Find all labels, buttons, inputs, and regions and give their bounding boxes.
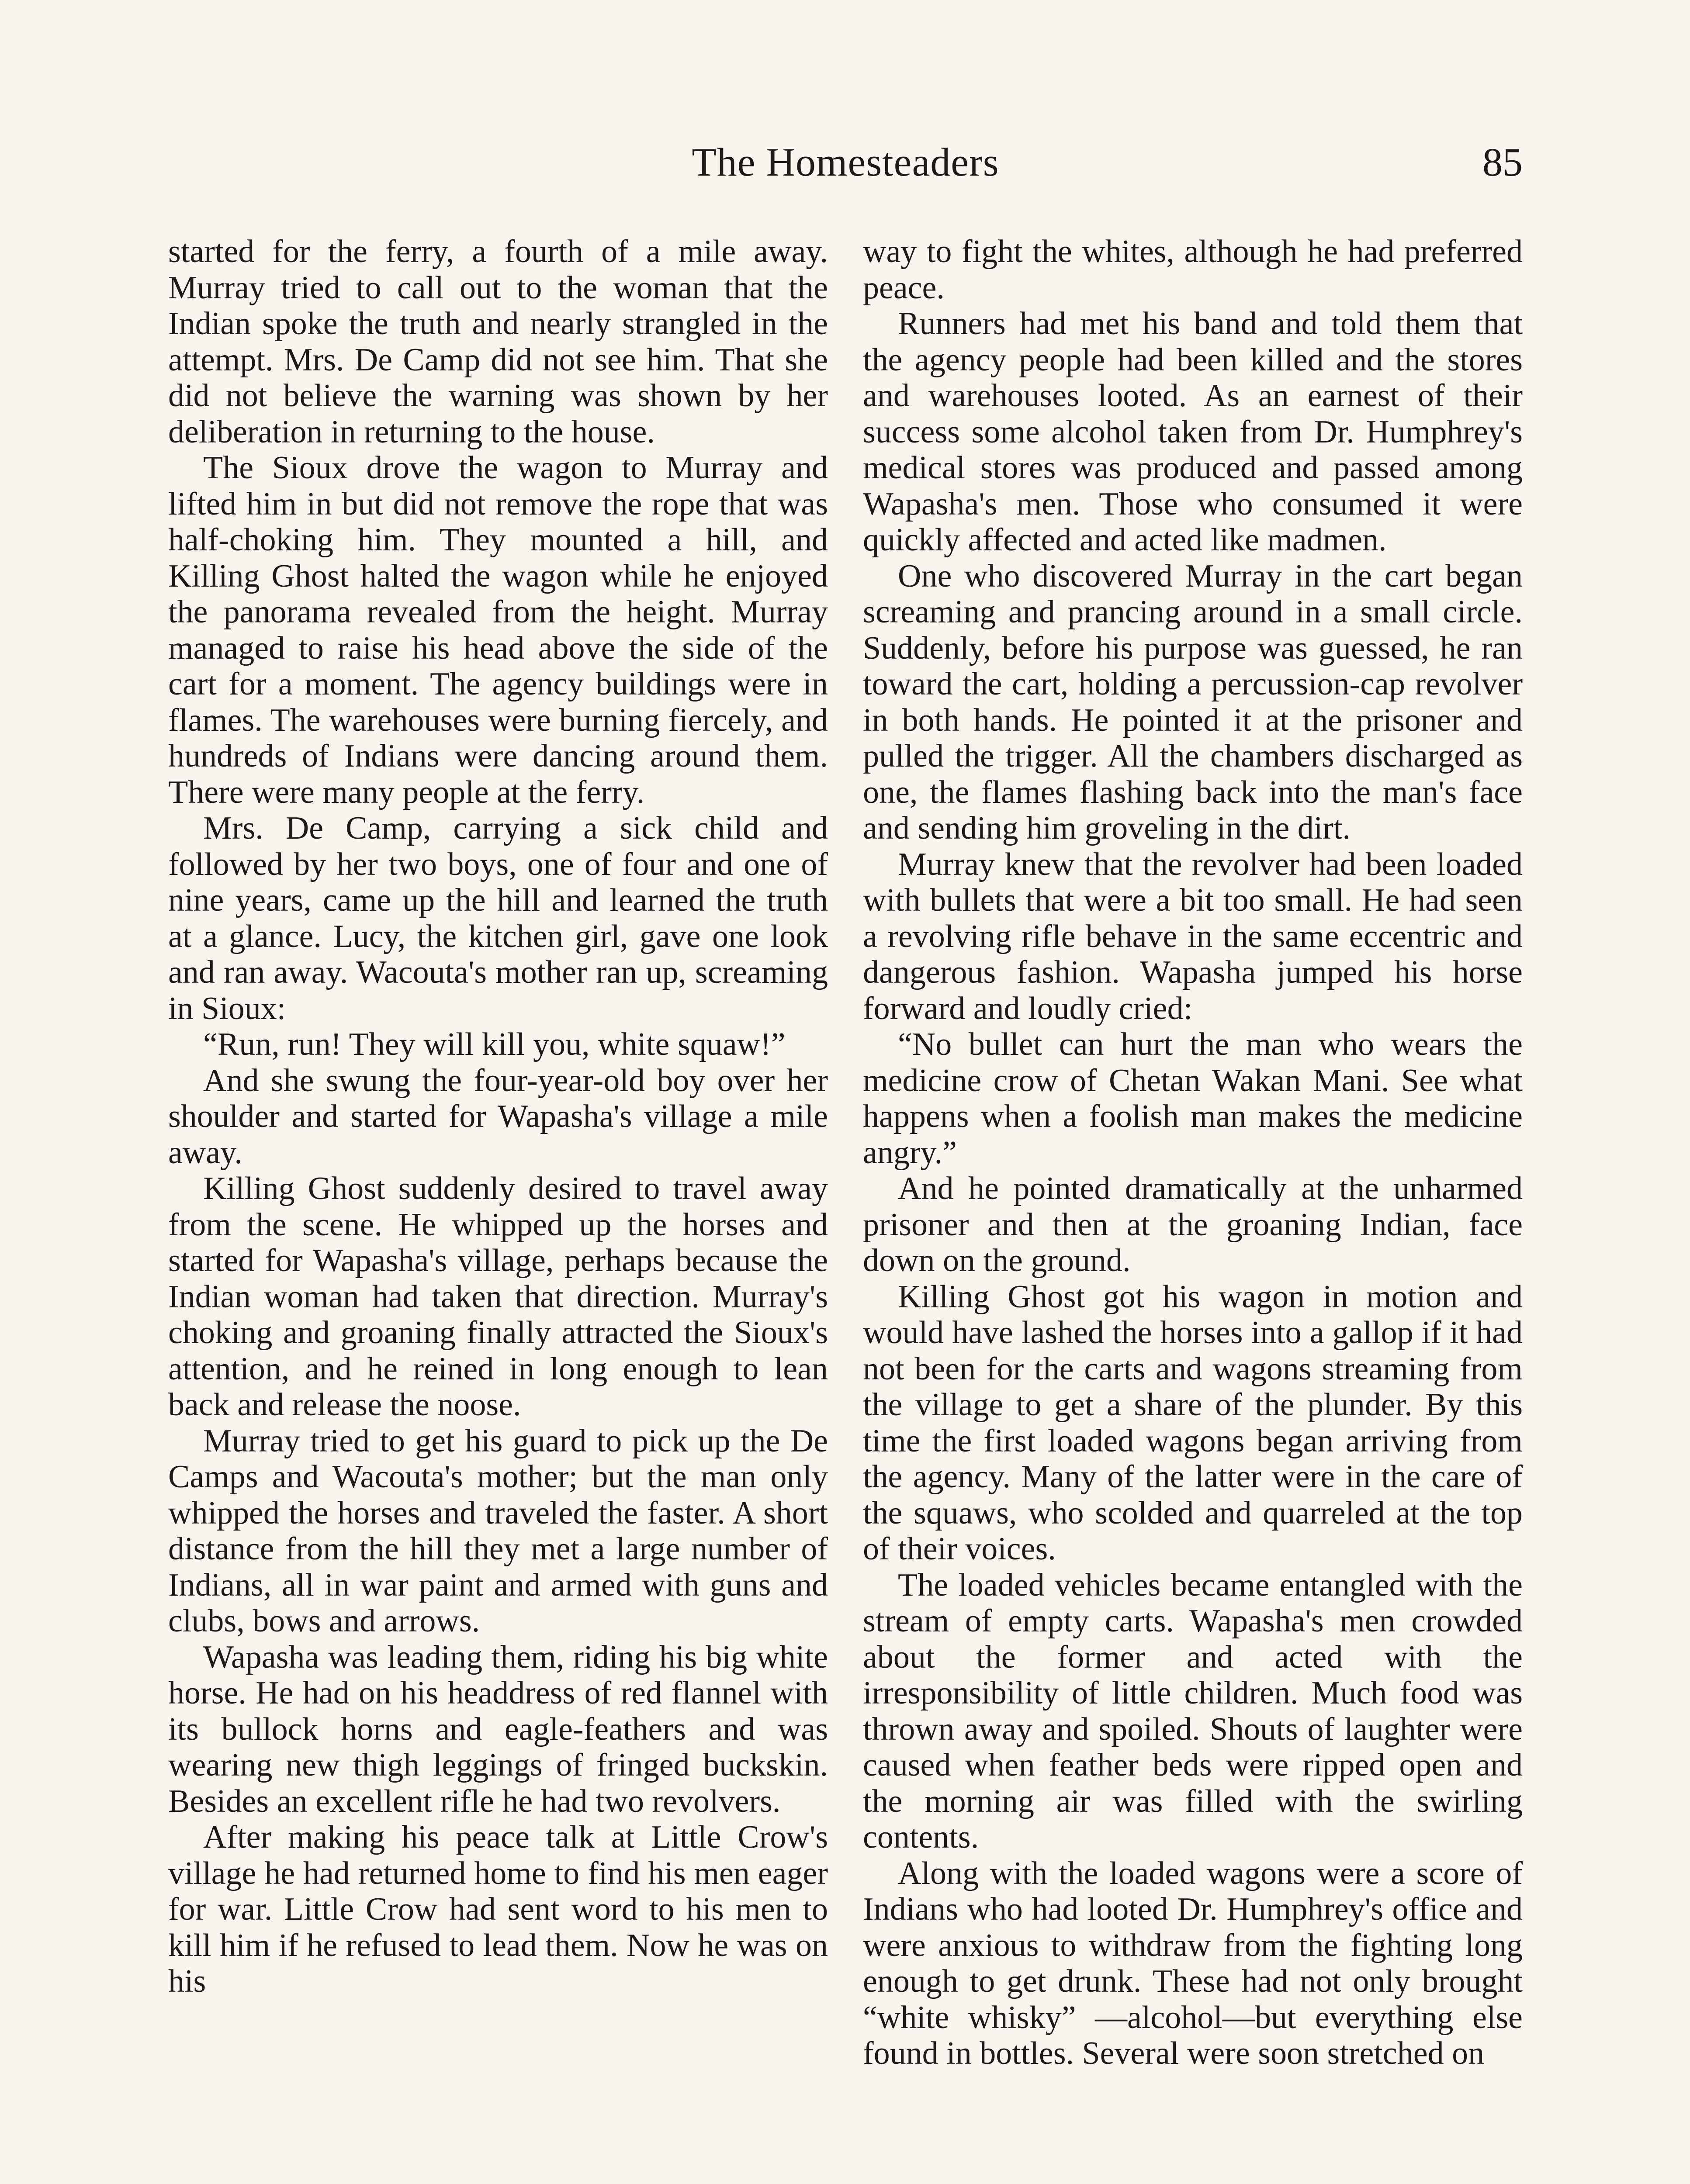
paragraph: Along with the loaded wagons were a score of Indians who had looted Dr. Humphrey's office and were anxious to withdraw from the fighting long enough to get drunk. These had not only brought “white whisky” —alcohol—but everything else found in bottles. Several were soon stretched on [863, 1855, 1523, 2071]
text-columns [168, 234, 1523, 2184]
paragraph: Murray knew that the revolver had been loaded with bullets that were a bit too small. He had seen a revolving rifle behave in the same eccentric and dangerous fashion. Wapasha jumped his horse forward and loudly cried: [863, 846, 1523, 1026]
left-column [168, 234, 828, 2184]
paragraph: Mrs. De Camp, carrying a sick child and followed by her two boys, one of four and one of nine years, came up the hill and learned the truth at a glance. Lucy, the kitchen girl, gave one look and ran away. Wacouta's mother ran up, screaming in Sioux: [168, 810, 828, 1026]
right-column [863, 234, 1523, 2184]
paragraph: After making his peace talk at Little Crow's village he had returned home to find his men eager for war. Little Crow had sent word to his men to kill him if he refused to lead them. Now he was on his [168, 1819, 828, 1999]
page-header [168, 139, 1523, 200]
paragraph: Killing Ghost got his wagon in motion and would have lashed the horses into a gallop if it had not been for the carts and wagons streaming from the village to get a share of the plunder. By this time the first loaded wagons began arriving from the agency. Many of the latter were in the care of the squaws, who scolded and quarreled at the top of their voices. [863, 1279, 1523, 1567]
paragraph: started for the ferry, a fourth of a mile away. Murray tried to call out to the woman that the Indian spoke the truth and nearly strangled in the attempt. Mrs. De Camp did not see him. That she did not believe the warning was shown by her deliberation in returning to the house. [168, 234, 828, 450]
paragraph: The loaded vehicles became entangled with the stream of empty carts. Wapasha's men crowded about the former and acted with the irresponsibility of little children. Much food was thrown away and spoiled. Shouts of laughter were caused when feather beds were ripped open and the morning air was filled with the swirling contents. [863, 1567, 1523, 1855]
paragraph: way to fight the whites, although he had preferred peace. [863, 234, 1523, 306]
paragraph: Killing Ghost suddenly desired to travel away from the scene. He whipped up the horses and started for Wapasha's village, perhaps because the Indian woman had taken that direction. Murray's choking and groaning finally attracted the Sioux's attention, and he reined in long enough to lean back and release the noose. [168, 1171, 828, 1423]
paragraph: One who discovered Murray in the cart began screaming and prancing around in a small circle. Suddenly, before his purpose was guessed, he ran toward the cart, holding a percussion-cap revolver in both hands. He pointed it at the prisoner and pulled the trigger. All the chambers discharged as one, the flames flashing back into the man's face and sending him groveling in the dirt. [863, 558, 1523, 846]
paragraph: Wapasha was leading them, riding his big white horse. He had on his headdress of red flannel with its bullock horns and eagle-feathers and was wearing new thigh leggings of fringed buckskin. Besides an excellent rifle he had two revolvers. [168, 1639, 828, 1819]
paragraph: “Run, run! They will kill you, white squaw!” [203, 1026, 786, 1062]
paragraph: Runners had met his band and told them that the agency people had been killed and the stores and warehouses looted. As an earnest of their success some alcohol taken from Dr. Humphrey's medical stores was produced and passed among Wapasha's men. Those who consumed it were quickly affected and acted like madmen. [863, 306, 1523, 558]
paragraph: The Sioux drove the wagon to Murray and lifted him in but did not remove the rope that was half-choking him. They mounted a hill, and Killing Ghost halted the wagon while he enjoyed the panorama revealed from the height. Murray managed to raise his head above the side of the cart for a moment. The agency buildings were in flames. The warehouses were burning fiercely, and hundreds of Indians were dancing around them. There were many people at the ferry. [168, 450, 828, 810]
page-number: 85 [1482, 140, 1523, 184]
running-title: The Homesteaders [692, 140, 999, 184]
paragraph: Murray tried to get his guard to pick up the De Camps and Wacouta's mother; but the man only whipped the horses and traveled the faster. A short distance from the hill they met a large number of Indians, all in war paint and armed with guns and clubs, bows and arrows. [168, 1423, 828, 1639]
paragraph: “No bullet can hurt the man who wears the medicine crow of Chetan Wakan Mani. See what happens when a foolish man makes the medicine angry.” [863, 1026, 1523, 1171]
paragraph: And he pointed dramatically at the unharmed prisoner and then at the groaning Indian, face down on the ground. [863, 1171, 1523, 1279]
paragraph: And she swung the four-year-old boy over her shoulder and started for Wapasha's village a mile away. [168, 1062, 828, 1171]
